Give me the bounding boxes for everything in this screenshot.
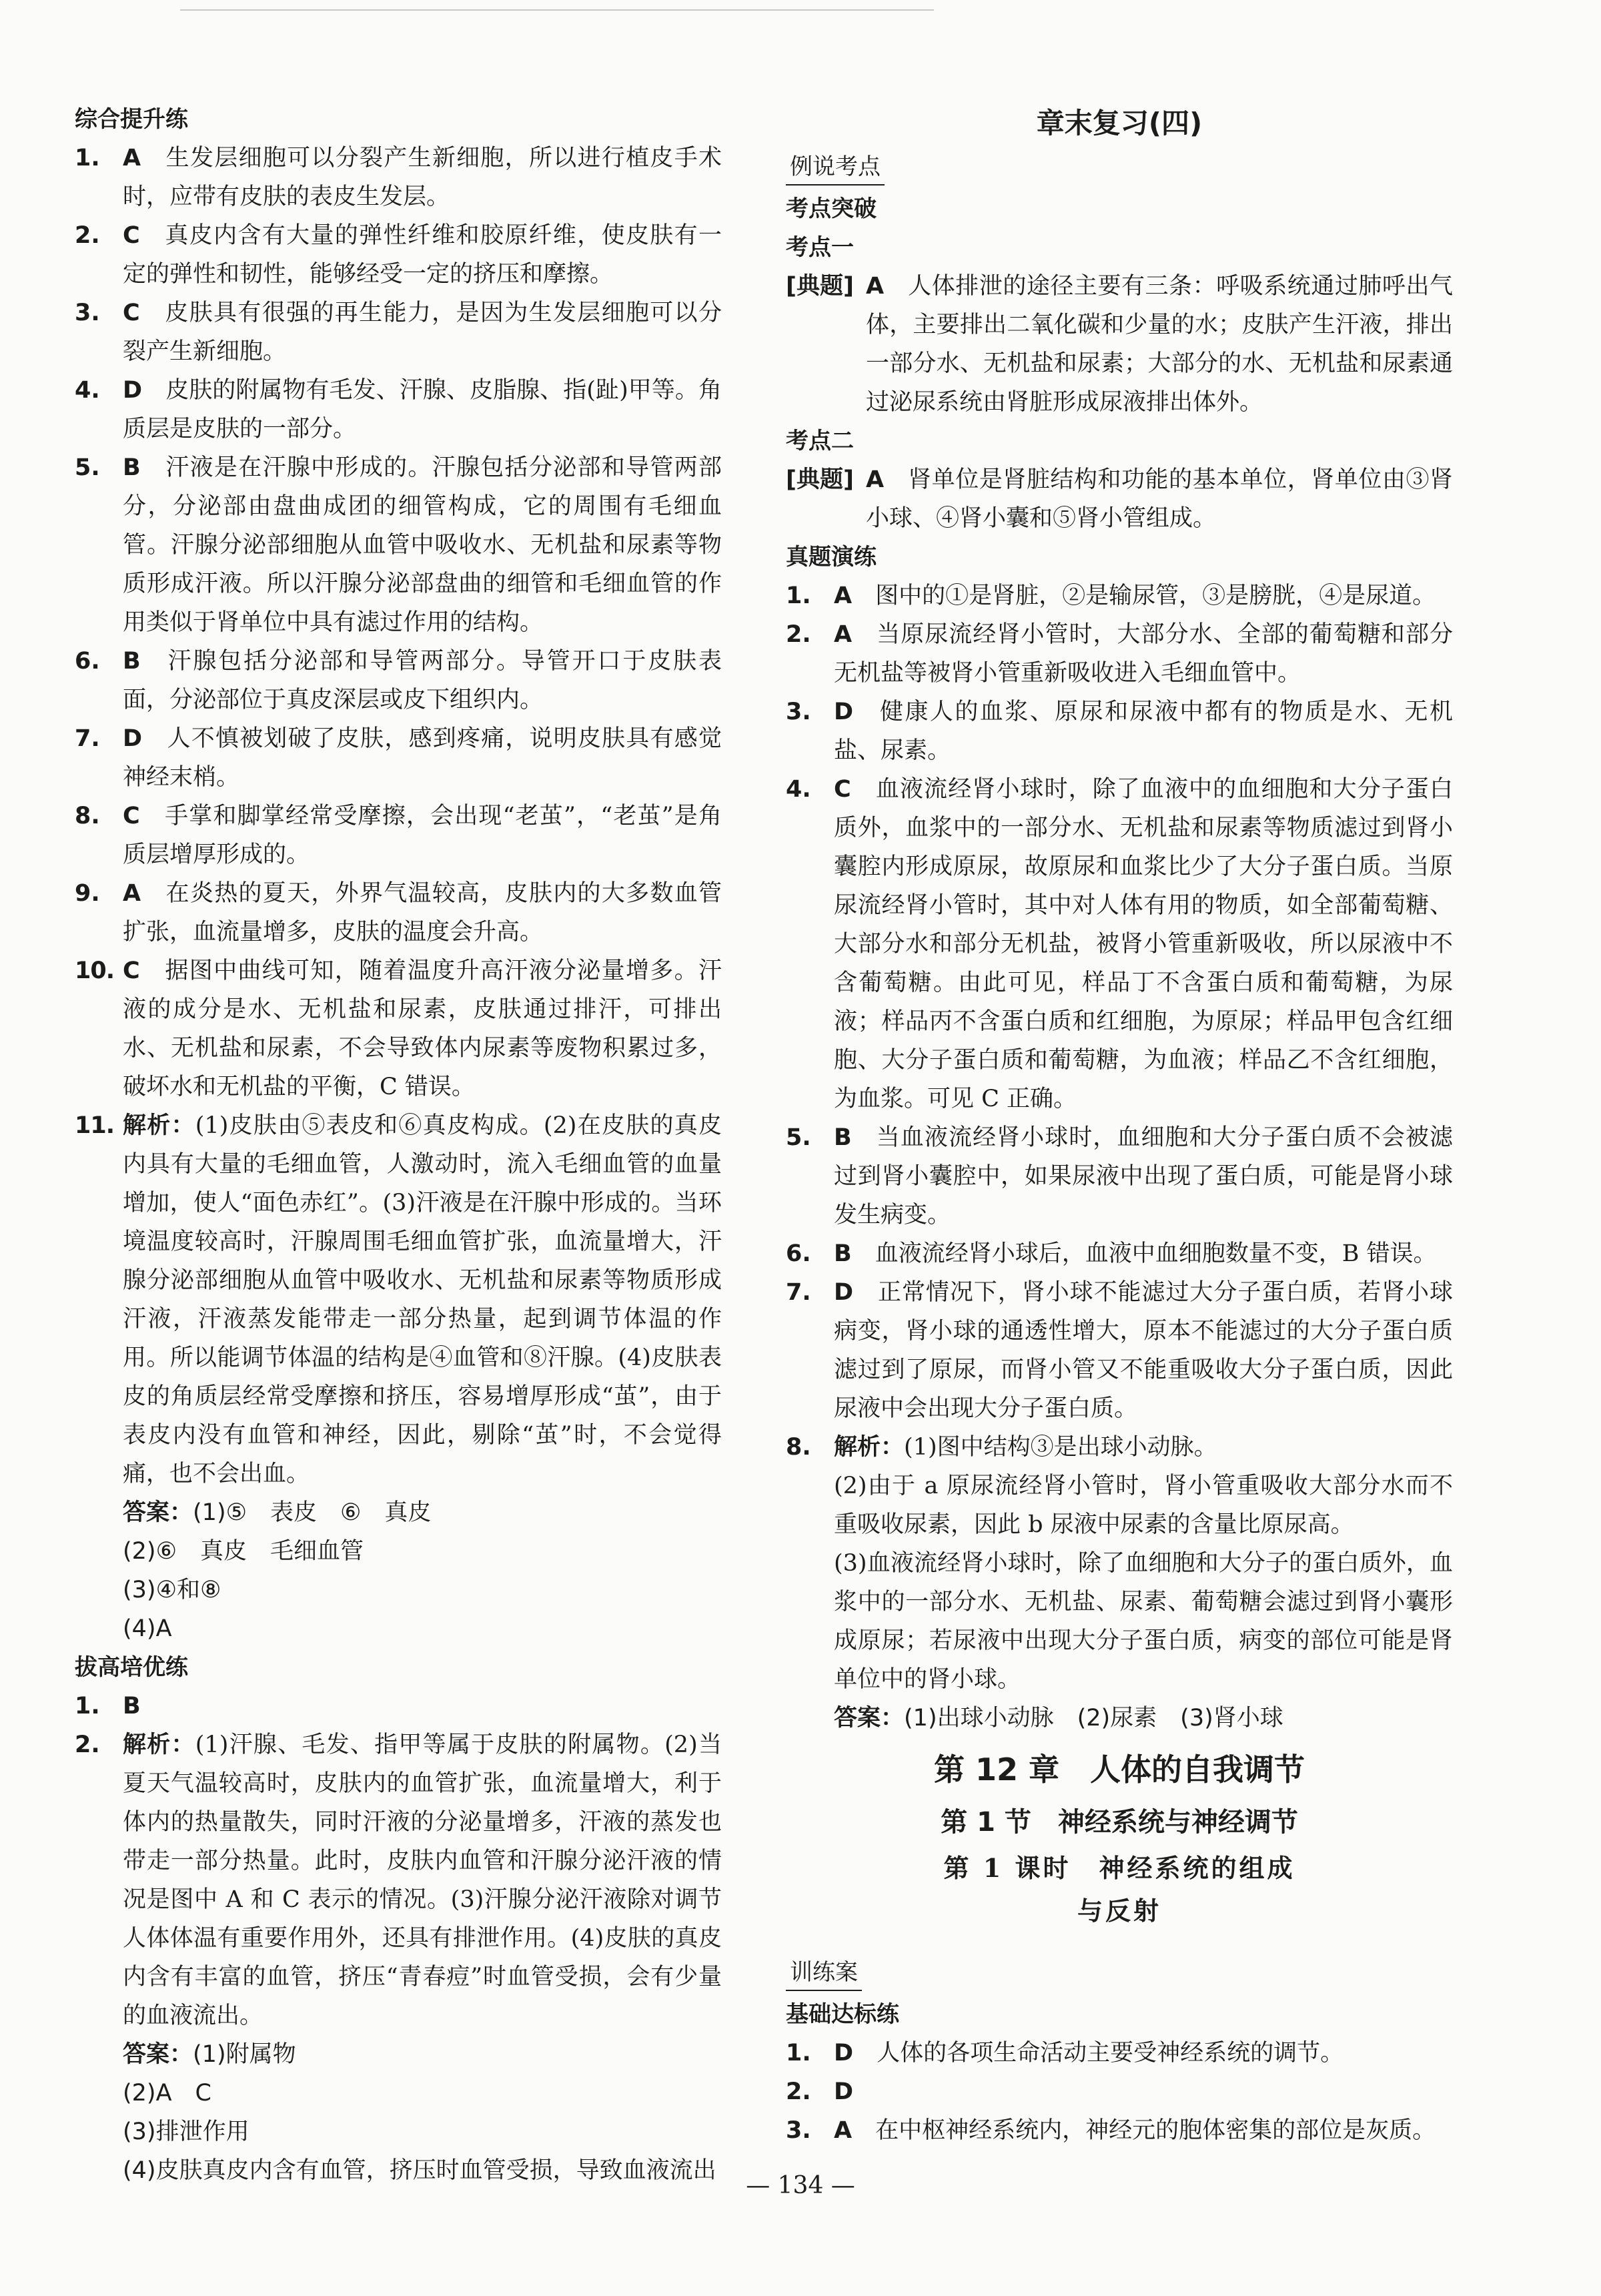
item-number: 9.	[75, 880, 100, 907]
chapter-12-title: 第 12 章 人体的自我调节	[933, 1752, 1305, 1788]
item-number: 10.	[75, 958, 115, 984]
item-number: 6.	[786, 1240, 811, 1267]
answer-item	[75, 448, 722, 642]
answer-item	[75, 1106, 722, 1493]
section-heading-comprehensive: 综合提升练	[75, 106, 188, 133]
item-answer: 解析：	[834, 1434, 905, 1461]
typical-question-1	[786, 267, 1453, 422]
answer-item	[75, 874, 722, 951]
item-answer: C	[834, 776, 851, 803]
answer-item	[75, 1726, 722, 2035]
item-number: 6.	[75, 648, 100, 675]
item-number: 1.	[75, 145, 100, 171]
answer-line: (4)皮肤真皮内含有血管，挤压时血管受损，导致血液流出	[123, 2157, 716, 2184]
item-number: 2.	[75, 222, 100, 249]
item-answer: 解析：	[123, 1732, 195, 1758]
item-text: (1)皮肤由⑤表皮和⑥真皮构成。(2)在皮肤的真皮内具有大量的毛细血管，人激动时，流入毛细血管的血量增加，使人“面色赤红”。(3)汗液是在汗腺中形成的。当环境温度较高时，汗腺周围毛细血管扩张，血流量增大，汗腺分泌部细胞从血管中吸收水、无机盐和尿素等物质形成汗液，汗液蒸发能带走一部分热量，起到调节体温的作用。所以能调节体温的结构是④血管和⑧汗腺。(4)皮肤表皮的角质层经常受摩擦和挤压，容易增厚形成“茧”，由于表皮内没有血管和神经，因此，剔除“茧”时，不会觉得痛，也不会出血。	[123, 1112, 722, 1487]
point-one-heading: 考点一	[786, 234, 854, 261]
answer-item	[786, 2034, 1453, 2072]
item-answer: A	[123, 880, 141, 907]
item-text: 正常情况下，肾小球不能滤过大分子蛋白质，若肾小球病变，肾小球的通透性增大，原本不能滤过的大分子蛋白质滤过到了原尿，而肾小管又不能重吸收大分子蛋白质，因此尿液中会出现大分子蛋白质。	[834, 1279, 1453, 1422]
answer-item	[786, 1428, 1453, 1467]
item-text: 皮肤的附属物有毛发、汗腺、皮脂腺、指(趾)甲等。角质层是皮肤的一部分。	[123, 377, 722, 442]
item-number: 8.	[75, 803, 100, 829]
answer-line: (2)⑥ 真皮 毛细血管	[123, 1538, 364, 1565]
answer-item	[75, 371, 722, 448]
answer-item	[75, 951, 722, 1106]
item-number: 3.	[786, 699, 811, 725]
item-number: 1.	[75, 1693, 100, 1719]
item-answer: C	[123, 958, 140, 984]
item-text: 皮肤具有很强的再生能力，是因为生发层细胞可以分裂产生新细胞。	[123, 300, 722, 365]
item-text: 汗液是在汗腺中形成的。汗腺包括分泌部和导管两部分，分泌部由盘曲成团的细管构成，它的周围有毛细血管。汗腺分泌部细胞从血管中吸收水、无机盐和尿素等物质形成汗液。所以汗腺分泌部盘曲的细管和毛细血管的作用类似于肾单位中具有滤过作用的结构。	[123, 454, 722, 636]
answer-item	[786, 2111, 1453, 2150]
item-answer: C	[123, 803, 140, 829]
item-answer: C	[123, 222, 140, 249]
training-plan-label: 训练案	[786, 1956, 862, 1991]
item-number: 3.	[75, 300, 100, 326]
item-number: 7.	[786, 1279, 811, 1306]
item-number: 8.	[786, 1434, 811, 1461]
item-answer: A	[834, 583, 853, 609]
item-answer: B	[834, 1240, 852, 1267]
answer-item	[786, 1234, 1453, 1273]
item-number: 2.	[786, 621, 811, 648]
section-heading-practice: 真题演练	[786, 544, 877, 570]
item-number: 5.	[786, 1124, 811, 1151]
top-border-line	[180, 9, 934, 11]
item-text: 人体排泄的途径主要有三条：呼吸系统通过肺呼出气体，主要排出二氧化碳和少量的水；皮肤产生汗液，排出一部分水、无机盐和尿素；大部分的水、无机盐和尿素通过泌尿系统由肾脏形成尿液排出体外。	[866, 273, 1453, 416]
answer-line: (4)A	[123, 1615, 172, 1642]
item-text: 在中枢神经系统内，神经元的胞体密集的部位是灰质。	[875, 2117, 1436, 2144]
item-number: 7.	[75, 725, 100, 752]
item-text: 手掌和脚掌经常受摩擦，会出现“老茧”，“老茧”是角质层增厚形成的。	[123, 803, 722, 868]
item-number: 4.	[75, 377, 100, 404]
item-text: 健康人的血浆、原尿和尿液中都有的物质是水、无机盐、尿素。	[834, 699, 1453, 764]
answer-item	[75, 294, 722, 371]
answer-line: (1)⑤ 表皮 ⑥ 真皮	[193, 1499, 432, 1526]
answer-item	[75, 1687, 722, 1726]
item-text: 当原尿流经肾小管时，大部分水、全部的葡萄糖和部分无机盐等被肾小管重新吸收进入毛细血管中。	[834, 621, 1453, 687]
answer-line: (3)排泄作用	[123, 2119, 249, 2145]
answer-line: (1)出球小动脉 (2)尿素 (3)肾小球	[904, 1705, 1283, 1732]
item-answer: D	[123, 377, 143, 404]
item-text: 图中的①是肾脏，②是输尿管，③是膀胱，④是尿道。	[875, 583, 1436, 609]
answer-item	[75, 216, 722, 294]
item-number: 1.	[786, 2040, 811, 2066]
answer-adv-2	[75, 2035, 722, 2190]
item-text: 生发层细胞可以分裂产生新细胞，所以进行植皮手术时，应带有皮肤的表皮生发层。	[123, 145, 722, 210]
answer-item	[75, 139, 722, 216]
section-heading-basic: 基础达标练	[786, 2001, 899, 2028]
right-column	[786, 100, 1453, 2150]
answer-item	[75, 719, 722, 797]
item-answer: A	[123, 145, 141, 171]
lesson-title-line-2: 与反射	[1077, 1896, 1161, 1926]
answer-item	[75, 797, 722, 874]
item-answer: D	[834, 2078, 854, 2105]
item-answer: B	[834, 1124, 852, 1151]
item-text: 在炎热的夏天，外界气温较高，皮肤内的大多数血管扩张，血流量增多，皮肤的温度会升高。	[123, 880, 722, 945]
answer-item	[786, 615, 1453, 693]
item-answer: A	[866, 466, 885, 493]
item-8-part-2: (2)由于 a 原尿流经肾小管时，肾小管重吸收大部分水而不重吸收尿素，因此 b 尿液中尿素的含量比原尿高。	[834, 1473, 1453, 1538]
answer-label: 答案：	[834, 1705, 905, 1732]
item-text: 血液流经肾小球时，除了血液中的血细胞和大分子蛋白质外，血浆中的一部分水、无机盐和尿素等物质滤过到肾小囊腔内形成原尿，故原尿和血浆比少了大分子蛋白质。当原尿流经肾小管时，其中对人体有用的物质，如全部葡萄糖、大部分水和部分无机盐，被肾小管重新吸收，所以尿液中不含葡萄糖。由此可见，样品丁不含蛋白质和葡萄糖，为尿液；样品丙不含蛋白质和红细胞，为原尿；样品甲包含红细胞、大分子蛋白质和葡萄糖，为血液；样品乙不含红细胞，为血浆。可见 C 正确。	[834, 776, 1453, 1112]
item-number: 1.	[786, 583, 811, 609]
item-number: 4.	[786, 776, 811, 803]
section-heading-breakthrough: 考点突破	[786, 196, 877, 222]
answer-line: (3)④和⑧	[123, 1577, 221, 1603]
answer-item	[786, 1118, 1453, 1234]
typical-question-2	[786, 460, 1453, 538]
example-points-label: 例说考点	[786, 151, 885, 185]
page-number: — 134 —	[746, 2172, 855, 2199]
typical-question-tag: [典题]	[786, 466, 854, 493]
item-answer: B	[123, 454, 141, 481]
practice-answer-list	[786, 577, 1453, 1467]
answer-item	[786, 770, 1453, 1118]
item-text: 汗腺包括分泌部和导管两部分。导管开口于皮肤表面，分泌部位于真皮深层或皮下组织内。	[123, 648, 722, 713]
item-text: 血液流经肾小球后，血液中血细胞数量不变，B 错误。	[875, 1240, 1437, 1267]
comprehensive-answer-list	[75, 139, 722, 1493]
answer-label: 答案：	[123, 2041, 193, 2068]
item-text: (1)图中结构③是出球小动脉。	[904, 1434, 1217, 1461]
item-answer: D	[834, 699, 854, 725]
item-number: 3.	[786, 2117, 811, 2144]
answer-8	[786, 1699, 1453, 1738]
answer-line: (1)附属物	[193, 2041, 296, 2068]
answer-label: 答案：	[123, 1499, 193, 1526]
item-text: 当血液流经肾小球时，血细胞和大分子蛋白质不会被滤过到肾小囊腔中，如果尿液中出现了蛋白质，可能是肾小球发生病变。	[834, 1124, 1453, 1228]
item-answer: B	[123, 1693, 141, 1719]
item-text: 人不慎被划破了皮肤，感到疼痛，说明皮肤具有感觉神经末梢。	[123, 725, 722, 791]
point-two-heading: 考点二	[786, 428, 854, 454]
item-answer: A	[834, 621, 853, 648]
item-answer: A	[866, 273, 885, 300]
answer-item	[786, 1273, 1453, 1428]
answer-item	[75, 642, 722, 719]
item-number: 11.	[75, 1112, 115, 1139]
item-number: 2.	[786, 2078, 811, 2105]
typical-question-tag: [典题]	[786, 273, 854, 300]
basic-answer-list	[786, 2034, 1453, 2150]
item-answer: D	[123, 725, 143, 752]
item-text: 真皮内含有大量的弹性纤维和胶原纤维，使皮肤有一定的弹性和韧性，能够经受一定的挤压和摩擦。	[123, 222, 722, 288]
item-8-part-3: (3)血液流经肾小球时，除了血细胞和大分子的蛋白质外，血浆中的一部分水、无机盐、尿素、葡萄糖会滤过到肾小囊形成原尿；若尿液中出现大分子蛋白质，病变的部位可能是肾单位中的肾小球。	[834, 1550, 1453, 1693]
left-column	[75, 100, 722, 2190]
answer-line: (2)A C	[123, 2080, 211, 2107]
item-text: 肾单位是肾脏结构和功能的基本单位，肾单位由③肾小球、④肾小囊和⑤肾小管组成。	[866, 466, 1453, 532]
item-answer: D	[834, 1279, 854, 1306]
item-answer: D	[834, 2040, 854, 2066]
lesson-title-line-1: 第 1 课时 神经系统的组成	[943, 1853, 1295, 1883]
section-heading-advanced: 拔高培优练	[75, 1654, 188, 1681]
item-text: (1)汗腺、毛发、指甲等属于皮肤的附属物。(2)当夏天气温较高时，皮肤内的血管扩张，血流量增大，利于体内的热量散失，同时汗液的分泌量增多，汗液的蒸发也带走一部分热量。此时，皮肤内血管和汗腺分泌汗液的情况是图中 A 和 C 表示的情况。(3)汗腺分泌汗液除对调节人体体温有重要作用外，还具有排泄作用。(4)皮肤的真皮内含有丰富的血管，挤压“青春痘”时血管受损，会有少量的血液流出。	[123, 1732, 722, 2029]
answer-item	[786, 693, 1453, 770]
item-answer: C	[123, 300, 140, 326]
item-answer: 解析：	[123, 1112, 195, 1139]
chapter-review-title: 章末复习(四)	[1036, 107, 1203, 139]
item-text: 人体的各项生命活动主要受神经系统的调节。	[877, 2040, 1344, 2066]
item-text: 据图中曲线可知，随着温度升高汗液分泌量增多。汗液的成分是水、无机盐和尿素，皮肤通过排汗，可排出水、无机盐和尿素，不会导致体内尿素等废物积累过多，破坏水和无机盐的平衡，C 错误。	[123, 958, 722, 1100]
answer-item	[786, 2072, 1453, 2111]
answer-11	[75, 1493, 722, 1648]
item-number: 5.	[75, 454, 100, 481]
item-number: 2.	[75, 1732, 100, 1758]
answer-item	[786, 577, 1453, 615]
item-answer: B	[123, 648, 141, 675]
item-answer: A	[834, 2117, 853, 2144]
section-1-title: 第 1 节 神经系统与神经调节	[941, 1807, 1298, 1838]
